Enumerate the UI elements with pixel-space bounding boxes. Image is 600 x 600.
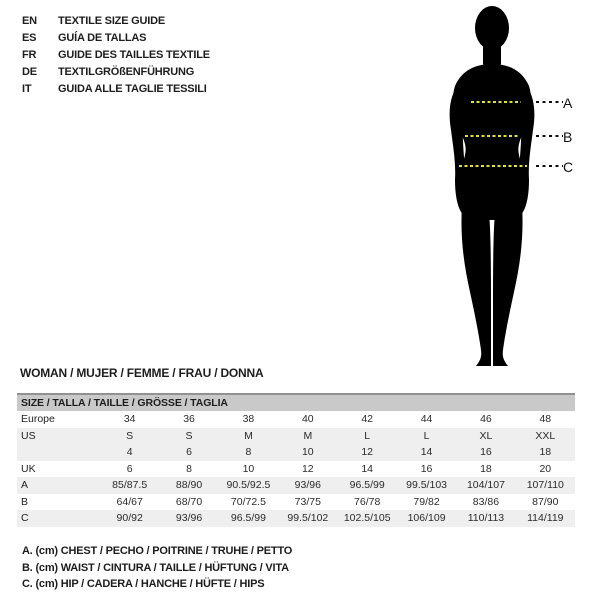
lang-row-fr xyxy=(22,47,210,64)
lang-title: TEXTILE SIZE GUIDE xyxy=(58,15,166,27)
silhouette-leg-left xyxy=(461,205,491,366)
table-row xyxy=(17,411,575,428)
legend-waist: B. (cm) WAIST / CINTURA / TAILLE / HÜFTUNG / VITA xyxy=(22,561,289,574)
table-cell: 36 xyxy=(183,413,195,425)
table-cell: M xyxy=(303,429,313,442)
lang-title: GUIDA ALLE TAGLIE TESSILI xyxy=(58,83,207,95)
table-cell: 96.5/99 xyxy=(230,512,266,524)
legend-hip: C. (cm) HIP / CADERA / HANCHE / HÜFTE / HIPS xyxy=(22,578,265,590)
table-cell: 14 xyxy=(420,446,433,458)
table-row xyxy=(17,477,575,494)
table-cell: 88/90 xyxy=(175,479,203,491)
table-cell: 99.5/103 xyxy=(406,479,447,491)
table-cell: 12 xyxy=(301,462,314,475)
table-cell: 10 xyxy=(301,446,314,458)
lang-code: EN xyxy=(22,15,37,27)
table-row xyxy=(17,428,575,445)
row-label: Europe xyxy=(21,413,55,425)
table-row xyxy=(17,494,575,511)
table-cell: 83/86 xyxy=(472,495,500,508)
table-cell: 16 xyxy=(420,462,433,475)
table-cell: 38 xyxy=(242,413,255,425)
table-cell: 6 xyxy=(186,446,192,458)
lang-code: DE xyxy=(22,66,37,78)
table-cell: 76/78 xyxy=(354,495,381,508)
hip-leader-dash xyxy=(536,165,563,167)
lang-row-de xyxy=(22,64,210,81)
table-row xyxy=(17,510,575,527)
lang-code: ES xyxy=(22,32,37,44)
table-cell: M xyxy=(244,429,253,442)
table-cell: 20 xyxy=(539,462,552,475)
table-cell: 107/110 xyxy=(526,479,564,491)
chest-leader-dash xyxy=(536,101,563,103)
table-cell: S xyxy=(185,429,193,442)
woman-silhouette xyxy=(430,0,555,375)
row-label: A xyxy=(21,479,29,491)
table-cell: 64/67 xyxy=(116,495,143,508)
table-cell: 12 xyxy=(361,446,374,458)
table-cell: 90.5/92.5 xyxy=(226,479,271,491)
measure-label-c: C xyxy=(563,159,574,175)
measure-label-b: B xyxy=(563,129,573,145)
lang-title: TEXTILGRÖßENFÜHRUNG xyxy=(58,66,195,78)
table-row xyxy=(17,444,575,461)
lang-title: GUIDE DES TAILLES TEXTILE xyxy=(58,49,210,61)
row-label xyxy=(17,444,100,461)
lang-row-it xyxy=(22,81,210,98)
silhouette-neck xyxy=(483,38,501,69)
table-cell: 8 xyxy=(186,462,192,475)
table-cell: 6 xyxy=(126,462,133,475)
table-cell: 73/75 xyxy=(294,495,321,508)
table-cell: L xyxy=(364,429,371,442)
table-cell: 10 xyxy=(242,462,255,475)
table-cell: 70/72.5 xyxy=(230,495,266,508)
table-cell: 106/109 xyxy=(407,512,446,524)
table-cell: 114/119 xyxy=(527,512,564,524)
measure-label-a: A xyxy=(563,95,573,111)
table-cell: 96.5/99 xyxy=(349,479,385,491)
row-label: B xyxy=(21,495,29,508)
table-cell: 93/96 xyxy=(175,512,203,524)
lang-row-en xyxy=(22,13,210,30)
row-label: C xyxy=(21,512,29,524)
row-label: UK xyxy=(21,462,36,475)
lang-title: GUÍA DE TALLAS xyxy=(58,32,147,44)
size-table xyxy=(17,393,575,527)
table-cell: 90/92 xyxy=(116,512,143,524)
table-cell: 44 xyxy=(420,413,433,425)
table-cell: 18 xyxy=(480,462,492,475)
table-cell: 46 xyxy=(480,413,492,425)
table-cell: L xyxy=(423,429,430,442)
chest-measure-dash xyxy=(471,101,521,103)
table-cell: 48 xyxy=(539,413,552,425)
language-title-block xyxy=(22,13,210,98)
table-cell: 99.5/102 xyxy=(287,512,329,524)
table-cell: 8 xyxy=(245,446,252,458)
lang-code: IT xyxy=(22,83,32,95)
lang-code: FR xyxy=(22,49,37,61)
woman-section-title: WOMAN / MUJER / FEMME / FRAU / DONNA xyxy=(20,366,264,380)
table-cell: XXL xyxy=(535,429,556,442)
table-cell: 93/96 xyxy=(294,479,321,491)
waist-measure-dash xyxy=(465,135,519,137)
table-cell: 68/70 xyxy=(175,495,203,508)
table-cell: 87/90 xyxy=(532,495,559,508)
row-label: US xyxy=(21,429,36,442)
waist-leader-dash xyxy=(536,135,563,137)
table-cell: XL xyxy=(479,429,493,442)
table-cell: 79/82 xyxy=(413,495,440,508)
table-cell: 104/107 xyxy=(466,479,505,491)
table-cell: 4 xyxy=(126,446,133,458)
table-cell: S xyxy=(126,429,134,442)
table-cell: 102.5/105 xyxy=(343,512,391,524)
size-table-rows xyxy=(17,411,575,527)
table-cell: 16 xyxy=(480,446,492,458)
table-row xyxy=(17,461,575,478)
table-cell: 40 xyxy=(301,413,314,425)
lang-row-es xyxy=(22,30,210,47)
measurement-legend xyxy=(22,543,292,593)
table-cell: 18 xyxy=(539,446,552,458)
legend-chest: A. (cm) CHEST / PECHO / POITRINE / TRUHE / PETTO xyxy=(22,545,293,557)
table-cell: 34 xyxy=(123,413,136,425)
table-cell: 85/87.5 xyxy=(112,479,148,491)
size-table-header: SIZE / TALLA / TAILLE / GRÖSSE / TAGLIA xyxy=(17,393,575,411)
table-cell: 42 xyxy=(361,413,374,425)
silhouette-leg-right xyxy=(493,205,523,366)
table-cell: 110/113 xyxy=(467,512,505,524)
table-cell: 14 xyxy=(361,462,374,475)
hip-measure-dash xyxy=(459,165,527,167)
